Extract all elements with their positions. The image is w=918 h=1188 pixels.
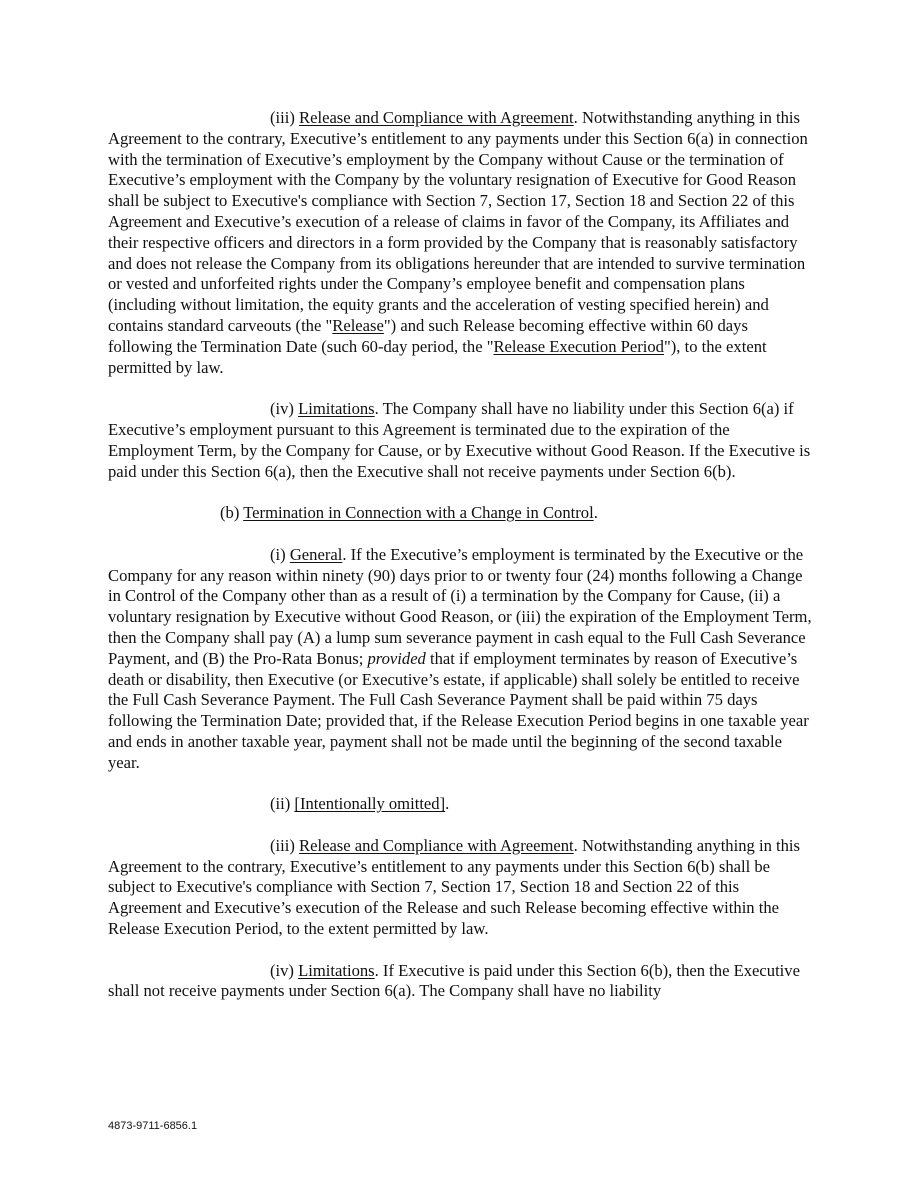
section-number: (iii) [270,108,300,127]
section-number: (iv) [270,960,299,980]
section-number: (i) [270,544,290,564]
paragraph-text: . If Executive is paid under this Section 6(b), then the Executive shall not receive payments under Section 6(a). The Company shall have no liability [108,960,800,1001]
paragraph-text: . The Company shall have no liability under this Section 6(a) if Executive’s employment pursuant to this Agreement is terminated due to the expiration of the Employment Term, by the Company for Cause, or by Executive without Good Reason. If the Executive is paid under this Section 6(a), then the Executive shall not receive payments under Section 6(b). [108,399,811,481]
section-6b-heading-paragraph [108,503,812,524]
section-6b-iii-paragraph [108,836,812,940]
heading-end: . [445,794,450,814]
document-id-footer: 4873-9711-6856.1 [108,1120,198,1132]
document-body [108,108,812,1023]
defined-term-release-execution-period: Release Execution Period [493,336,664,356]
section-heading: [Intentionally omitted] [294,794,446,814]
section-heading: General [289,544,343,564]
section-number: (iii) [270,835,300,855]
defined-term-release: Release [332,315,384,335]
section-heading: Release and Compliance with Agreement [299,108,574,127]
paragraph-text: . If the Executive’s employment is terminated by the Executive or the Company for any reason within ninety (90) days prior to or twenty four (24) months following a Change in Control of the Company other than as a result of (i) a termination by the Company for Cause, (ii) a voluntary resignation by Executive without Good Reason, or (iii) the expiration of the Employment Term, then the Company shall pay (A) a lump sum severance payment in cash equal to the Full Cash Severance Payment, and (B) the Pro-Rata Bonus; [108,544,812,668]
paragraph-text: . Notwithstanding anything in this Agreement to the contrary, Executive’s entitlement to any payments under this Section 6(b) shall be subject to Executive's compliance with Section 7, Section 17, Section 18 and Section 22 of this Agreement and Executive’s execution of the Release and such Release becoming effective within the Release Execution Period, to the extent permitted by law. [108,835,800,939]
section-6b-iv-paragraph [108,961,812,1003]
section-6b-ii-paragraph [108,794,812,815]
section-heading: Limitations [298,960,375,980]
section-number: (iv) [270,399,299,419]
section-6b-i-paragraph [108,545,812,774]
emphasis-provided: provided [367,648,426,668]
section-heading: Termination in Connection with a Change in Control [243,503,594,523]
section-number: (ii) [270,794,295,814]
section-heading: Limitations [298,399,375,419]
paragraph-text: . Notwithstanding anything in this Agreement to the contrary, Executive’s entitlement to any payments under this Section 6(a) in connection with the termination of Executive’s employment by the Company without Cause or the termination of Executive’s employment with the Company by the voluntary resignation of Executive for Good Reason shall be subject to Executive's compliance with Section 7, Section 17, Section 18 and Section 22 of this Agreement and Executive’s execution of a release of claims in favor of the Company, its Affiliates and their respective officers and directors in a form provided by the Company that is reasonably satisfactory and does not release the Company from its obligations hereunder that are intended to survive termination or vested and unforfeited rights under the Company’s employee benefit and compensation plans (including without limitation, the equity grants and the acceleration of vesting specified herein) and contains standard carveouts (the " [108,108,808,335]
section-number: (b) [220,503,244,523]
paragraph-text: "), to the extent permitted by law. [108,336,767,377]
section-heading: Release and Compliance with Agreement [299,835,574,855]
heading-end: . [593,503,598,523]
paragraph-text: that if employment terminates by reason of Executive’s death or disability, then Executive (or Executive’s estate, if applicable) shall solely be entitled to receive the Full Cash Severance Payment. The Full Cash Severance Payment shall be paid within 75 days following the Termination Date; provided that, if the Release Execution Period begins in one taxable year and ends in another taxable year, payment shall not be made until the beginning of the second taxable year. [108,648,809,772]
section-6a-iv-paragraph [108,399,812,482]
paragraph-text: ") and such Release becoming effective within 60 days following the Termination Date (such 60-day period, the " [108,315,748,356]
section-6a-iii-paragraph [108,108,812,378]
